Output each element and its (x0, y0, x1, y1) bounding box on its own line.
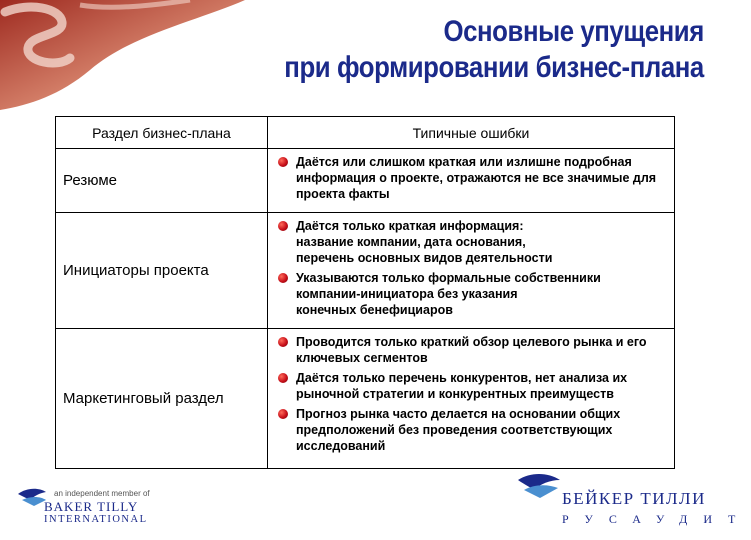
russian-brand-name: БЕЙКЕР ТИЛЛИ (562, 489, 706, 508)
baker-tilly-international: INTERNATIONAL (44, 514, 148, 525)
error-text: Даётся только краткая информация: название компании, дата основания, перечень основных видов деятельности (296, 219, 553, 265)
list-item (276, 270, 668, 318)
section-cell: Маркетинговый раздел (56, 329, 268, 469)
error-text: Проводится только краткий обзор целевого рынка и его ключевых сегментов (296, 335, 647, 365)
section-cell: Инициаторы проекта (56, 213, 268, 329)
bullet-dot-icon (278, 409, 288, 419)
baker-tilly-tagline: an independent member of (54, 489, 150, 498)
bullet-dot-icon (278, 337, 288, 347)
errors-table (55, 116, 675, 469)
title-line-1: Основные упущения (443, 15, 704, 48)
bullet-dot-icon (278, 373, 288, 383)
bullet-dot-icon (278, 157, 288, 167)
title-line-2: при формировании бизнес-плана (284, 51, 704, 84)
bird-logo-icon (516, 472, 564, 504)
errors-cell (268, 329, 675, 469)
list-item (276, 218, 668, 266)
table-header-row (56, 117, 675, 149)
error-text: Даётся только перечень конкурентов, нет анализа их рыночной стратегии и конкурентных преимуществ (296, 371, 628, 401)
table-row (56, 149, 675, 213)
table-row (56, 329, 675, 469)
table-row (56, 213, 675, 329)
bullet-dot-icon (278, 273, 288, 283)
russian-brand-sub: РУСАУДИТ (562, 512, 751, 526)
error-text: Прогноз рынка часто делается на основании общих предположений без проведения соответствующих исследований (296, 407, 621, 453)
error-text: Даётся или слишком краткая или излишне подробная информация о проекте, отражаются не все значимые для проекта факты (296, 155, 657, 201)
errors-cell (268, 149, 675, 213)
section-cell: Резюме (56, 149, 268, 213)
list-item (276, 406, 668, 454)
error-text: Указываются только формальные собственники компании-инициатора без указания конечных бенефициаров (296, 271, 601, 317)
baker-tilly-name: BAKER TILLY (44, 499, 139, 514)
list-item (276, 370, 668, 402)
page-title (216, 14, 704, 86)
bullet-dot-icon (278, 221, 288, 231)
header-errors: Типичные ошибки (268, 117, 675, 149)
errors-cell (268, 213, 675, 329)
list-item (276, 334, 668, 366)
list-item (276, 154, 668, 202)
header-section: Раздел бизнес-плана (56, 117, 268, 149)
